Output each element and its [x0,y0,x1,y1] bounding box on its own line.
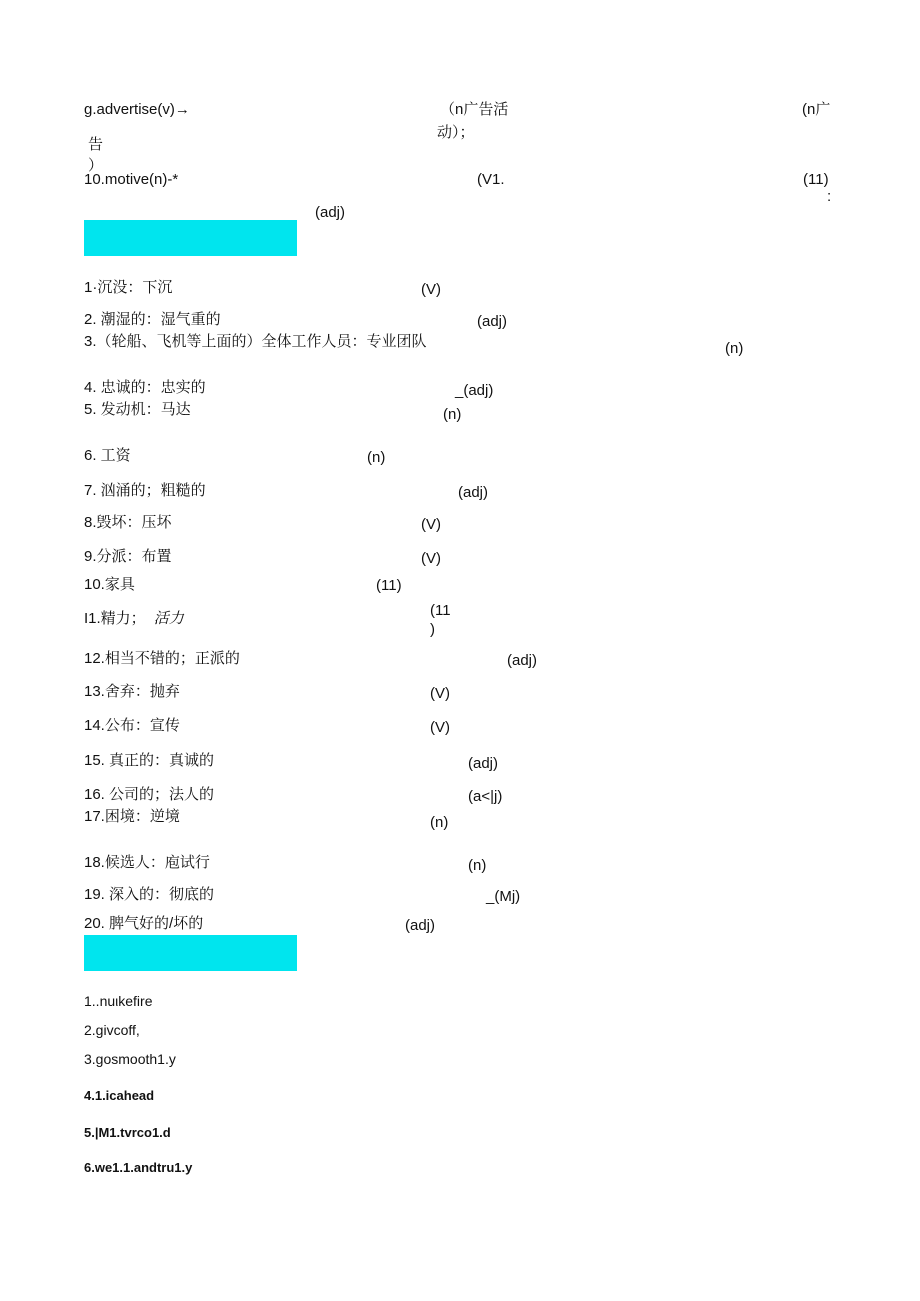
phrase-item-5: 5.|M1.tvrco1.d [84,1125,171,1140]
vocab-item-9: 9.分派：布置 [84,548,172,565]
vocab-item-7: 7. 汹涌的；粗糙的 [84,482,206,499]
section-highlight-bar-2 [84,935,297,971]
vocab-pos-12: (adj) [507,652,538,669]
vocab-pos-5: (n) [443,406,462,423]
vocab-pos-18: (n) [468,857,487,874]
vocab-item-18: 18.候选人：庖试行 [84,854,210,871]
vocab-item-20: 20. 脾气好的/坏的 [84,915,204,932]
vocab-pos-9: (V) [421,550,441,567]
item10-right: (11) [803,171,829,188]
section-highlight-bar [84,220,297,256]
vocab-pos-4: _(adj) [455,382,494,399]
vocab-pos-16: (a<|j) [468,788,503,805]
vocab-item-2: 2. 潮湿的：湿气重的 [84,311,221,328]
vocab-pos-7: (adj) [458,484,489,501]
item9-right: (n广 [802,101,831,118]
item10-right-colon: : [827,188,832,205]
phrase-item-6: 6.we1.1.andtru1.y [84,1160,193,1175]
vocab-pos-14: (V) [430,719,450,736]
phrase-item-2: 2.givcoff, [84,1022,140,1038]
phrase-item-1: 1..nuιkefire [84,993,153,1009]
vocab-item-10: 10.家具 [84,576,135,593]
vocab-item-5: 5. 发动机：马达 [84,401,191,418]
phrase-item-4: 4.1.icahead [84,1088,155,1103]
vocab-item-19: 19. 深入的：彻底的 [84,886,215,903]
vocab-item-16: 16. 公司的；法人的 [84,786,215,803]
vocab-pos-10: (11) [376,577,402,594]
vocab-item-1: 1·沉没：下沉 [84,279,173,296]
vocab-item-3: 3.（轮船、飞机等上面的）全体工作人员：专业团队 [84,333,427,350]
vocab-item-8: 8.毁坏：压坏 [84,514,172,531]
item9-mid-line1: （n广告活 [440,101,509,118]
vocab-item-17: 17.困境：逆境 [84,808,180,825]
vocab-item-12: 12.相当不错的；正派的 [84,650,240,667]
vocab-pos-1: (V) [421,281,441,298]
item9-left: g.advertise(v)→ [84,101,190,118]
item10-adj: (adj) [315,204,346,221]
vocab-item-4: 4. 忠诚的：忠实的 [84,379,206,396]
item10-left: 10.motive(n)-* [84,171,179,188]
vocab-item-13: 13.舍弃：抛弃 [84,683,180,700]
vocab-pos-15: (adj) [468,755,499,772]
vocab-pos-8: (V) [421,516,441,533]
vocab-pos-20: (adj) [405,917,436,934]
vocab-item-11-extra: 活力 [153,610,184,627]
vocab-pos-3: (n) [725,340,744,357]
vocab-item-11-text: I1.精力； [84,610,146,627]
vocab-pos-11-close: ) [430,621,435,638]
item9-wrap-line1: 告 [88,136,104,153]
item9-mid-line2: 动）； [437,124,475,141]
vocab-pos-13: (V) [430,685,450,702]
vocab-item-15: 15. 真正的：真诚的 [84,752,215,769]
vocab-item-6: 6. 工资 [84,447,131,464]
item10-mid: (V1. [477,171,505,188]
phrase-item-3: 3.gosmooth1.y [84,1051,176,1067]
item9-wrap-line2: ） [88,157,104,174]
vocab-pos-11: (11 [430,602,451,619]
vocab-pos-17: (n) [430,814,449,831]
vocab-item-11 [84,610,184,628]
vocab-pos-2: (adj) [477,313,508,330]
vocab-pos-6: (n) [367,449,386,466]
vocab-item-14: 14.公布：宣传 [84,717,180,734]
vocab-pos-19: _(Mj) [486,888,521,905]
